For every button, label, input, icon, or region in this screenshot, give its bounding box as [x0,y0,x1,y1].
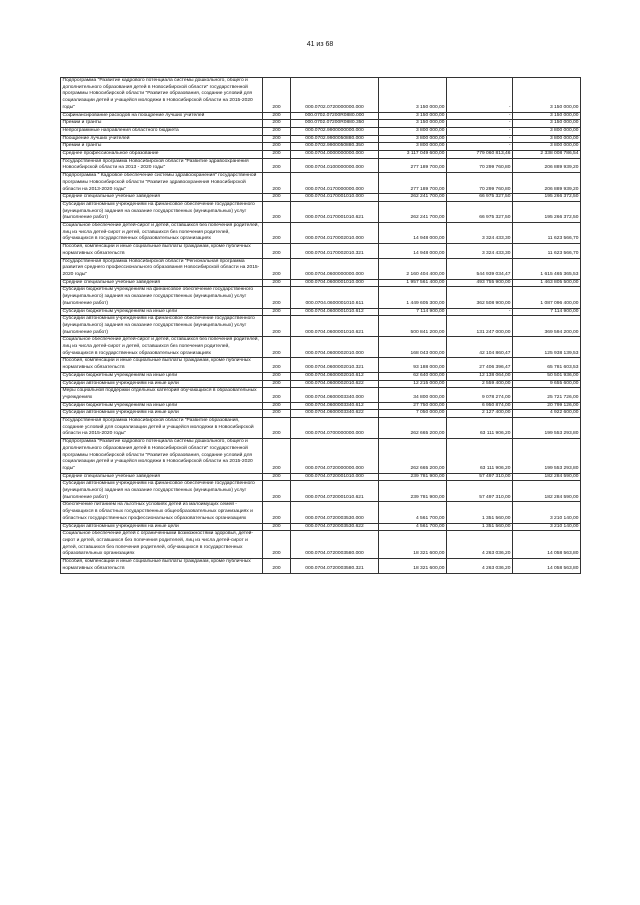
table-row [61,402,581,410]
row-name-cell: Софинансирование расходов на поощрение лучших учителей [61,112,263,120]
row-approved-amount-cell: 239 781 900,00 [379,473,447,481]
row-code-cell: 200 [263,223,291,244]
row-classification-cell: 000.0704.0720003580.000 [291,531,379,559]
row-remaining-amount-cell: 125 938 139,53 [513,337,581,358]
row-code-cell: 200 [263,279,291,287]
table-row [61,372,581,380]
row-code-cell: 200 [263,439,291,474]
row-code-cell: 200 [263,473,291,481]
table-row [61,201,581,222]
row-code-cell: 200 [263,120,291,128]
row-remaining-amount-cell: 50 501 936,00 [513,372,581,380]
row-remaining-amount-cell: 11 623 566,70 [513,223,581,244]
row-classification-cell: 000.0704.0720003580.321 [291,559,379,573]
row-remaining-amount-cell: 206 889 939,20 [513,173,581,194]
table-row [61,337,581,358]
row-code-cell: 200 [263,158,291,172]
row-executed-amount-cell: 27 406 396,47 [447,358,513,372]
row-name-cell: Поощрение лучших учителей [61,135,263,143]
row-executed-amount-cell: - [447,78,513,113]
table-row [61,143,581,151]
row-name-cell: Пособия, компенсации и иные социальные выплаты гражданам, кроме публичных нормативных обязательств [61,358,263,372]
row-approved-amount-cell: 18 321 600,00 [379,531,447,559]
row-classification-cell: 000.0704.0600001010.621 [291,316,379,337]
row-name-cell: Субсидии автономным учреждениям на финансовое обеспечение государственного (муниципального) задания на оказание государственных (муниципальных) услуг (выполнение работ) [61,316,263,337]
row-classification-cell: 000.0704.0600000000.000 [291,258,379,279]
row-approved-amount-cell: 3 800 000,00 [379,135,447,143]
row-executed-amount-cell: 779 060 813,46 [447,151,513,159]
table-row [61,481,581,502]
row-executed-amount-cell: - [447,143,513,151]
row-name-cell: Субсидии автономным учреждениям на иные цели [61,410,263,418]
table-row [61,316,581,337]
row-name-cell: Государственная программа Новосибирской области "Развитие здравоохранения Новосибирской области на 2013 - 2020 годы" [61,158,263,172]
row-approved-amount-cell: 168 043 000,00 [379,337,447,358]
row-name-cell: Государственная программа Новосибирской области "Региональная программа развития среднего профессионального образования Новосибирской области на 2015-2020 годы" [61,258,263,279]
row-remaining-amount-cell: 3 800 000,00 [513,143,581,151]
row-remaining-amount-cell: 65 781 603,53 [513,358,581,372]
row-remaining-amount-cell: 14 058 563,80 [513,531,581,559]
row-code-cell: 200 [263,372,291,380]
table-row [61,127,581,135]
row-name-cell: Субсидии автономным учреждениям на иные цели [61,523,263,531]
row-code-cell: 200 [263,316,291,337]
row-code-cell: 200 [263,418,291,439]
row-code-cell: 200 [263,308,291,316]
row-classification-cell: 000.0704.0600002010.000 [291,337,379,358]
row-remaining-amount-cell: 20 799 126,00 [513,402,581,410]
row-code-cell: 200 [263,244,291,258]
row-executed-amount-cell: - [447,127,513,135]
row-approved-amount-cell: 3 150 000,00 [379,112,447,120]
row-remaining-amount-cell: 3 210 140,00 [513,502,581,523]
row-code-cell: 200 [263,402,291,410]
row-approved-amount-cell: 62 640 000,00 [379,372,447,380]
row-executed-amount-cell: 131 247 000,00 [447,316,513,337]
row-classification-cell: 000.0704.0600002010.321 [291,358,379,372]
row-remaining-amount-cell: 4 922 600,00 [513,410,581,418]
row-approved-amount-cell: 500 841 200,00 [379,316,447,337]
row-classification-cell: 000.0704.0600001010.000 [291,279,379,287]
row-code-cell: 200 [263,201,291,222]
row-name-cell: Субсидии бюджетным учреждениям на иные цели [61,402,263,410]
row-name-cell: Непрограммные направления областного бюджета [61,127,263,135]
row-name-cell: Субсидии бюджетным учреждениям на финансовое обеспечение государственного (муниципального) задания на оказание государственных (муниципальных) услуг (выполнение работ) [61,287,263,308]
row-approved-amount-cell: 4 561 700,00 [379,502,447,523]
row-name-cell: Средние специальные учебные заведения [61,194,263,202]
row-name-cell: Средние специальные учебные заведения [61,473,263,481]
row-executed-amount-cell: 9 078 274,00 [447,388,513,402]
row-classification-cell: 000.0702.0720000000.000 [291,78,379,113]
row-approved-amount-cell: 7 050 000,00 [379,410,447,418]
row-code-cell: 200 [263,388,291,402]
table-row [61,244,581,258]
budget-table-body [61,78,581,574]
row-classification-cell: 000.0704.0170002010.321 [291,244,379,258]
table-row [61,120,581,128]
row-executed-amount-cell: - [447,308,513,316]
row-classification-cell: 000.0704.0100000000.000 [291,158,379,172]
table-row [61,223,581,244]
table-row [61,358,581,372]
row-code-cell: 200 [263,358,291,372]
row-executed-amount-cell: 1 351 560,00 [447,523,513,531]
row-classification-cell: 000.0704.0720001010.000 [291,473,379,481]
row-name-cell: Субсидии автономным учреждениям на финансовое обеспечение государственного (муниципального) задания на оказание государственных (муниципальных) услуг (выполнение работ) [61,481,263,502]
table-row [61,151,581,159]
row-name-cell: Пособия, компенсации и иные социальные выплаты гражданам, кроме публичных нормативных обязательств [61,244,263,258]
row-remaining-amount-cell: 3 150 000,00 [513,112,581,120]
row-executed-amount-cell: 2 127 400,00 [447,410,513,418]
row-approved-amount-cell: 262 241 700,00 [379,194,447,202]
row-executed-amount-cell: 12 138 064,00 [447,372,513,380]
row-classification-cell: 000.0704.0600002010.622 [291,380,379,388]
row-remaining-amount-cell: 11 623 566,70 [513,244,581,258]
row-name-cell: Субсидии бюджетным учреждениям на иные цели [61,372,263,380]
row-classification-cell: 000.0702.9900050880.000 [291,135,379,143]
row-code-cell: 200 [263,380,291,388]
row-approved-amount-cell: 262 665 200,00 [379,418,447,439]
row-name-cell: Социальное обеспечение детей с ограниченными возможностями здоровья, детей-сирот и детей, оставшихся без попечения родителей, лиц из числа детей-сирот и детей, оставшихся без попечения родителей, обучающихся в государственных образовательных организациях [61,531,263,559]
row-code-cell: 200 [263,135,291,143]
row-approved-amount-cell: 27 750 000,00 [379,402,447,410]
row-executed-amount-cell: 4 263 036,20 [447,559,513,573]
row-approved-amount-cell: 1 449 605 300,00 [379,287,447,308]
row-remaining-amount-cell: 195 266 372,50 [513,194,581,202]
row-classification-cell: 000.0704.0720003530.000 [291,502,379,523]
row-name-cell: Социальное обеспечение детей-сирот и детей, оставшихся без попечения родителей, лиц из числа детей-сирот и детей, оставшихся без попечения родителей, обучающихся в государственных образовательных организациях [61,337,263,358]
row-classification-cell: 000.0704.0600003340.000 [291,388,379,402]
row-code-cell: 200 [263,523,291,531]
row-approved-amount-cell: 93 188 000,00 [379,358,447,372]
table-row [61,258,581,279]
row-executed-amount-cell: - [447,112,513,120]
page-number: 41 из 68 [306,41,334,48]
row-code-cell: 200 [263,559,291,573]
row-code-cell: 200 [263,258,291,279]
row-remaining-amount-cell: 3 150 000,00 [513,120,581,128]
row-code-cell: 200 [263,151,291,159]
row-approved-amount-cell: 14 948 000,00 [379,223,447,244]
row-executed-amount-cell: 63 111 906,20 [447,439,513,474]
row-executed-amount-cell: 2 559 400,00 [447,380,513,388]
row-approved-amount-cell: 12 215 000,00 [379,380,447,388]
row-classification-cell: 000.0704.0000000000.000 [291,151,379,159]
table-row [61,473,581,481]
row-remaining-amount-cell: 1 615 465 365,53 [513,258,581,279]
row-approved-amount-cell: 7 114 900,00 [379,308,447,316]
row-classification-cell: 000.0704.0600001010.612 [291,308,379,316]
row-name-cell: Меры социальной поддержки отдельных категорий обучающихся в образовательных учреждениях [61,388,263,402]
row-approved-amount-cell: 3 150 000,00 [379,78,447,113]
row-classification-cell: 000.0702.07200R0880.000 [291,112,379,120]
row-executed-amount-cell: 42 104 860,47 [447,337,513,358]
row-remaining-amount-cell: 3 800 000,00 [513,135,581,143]
table-row [61,523,581,531]
row-code-cell: 200 [263,194,291,202]
row-name-cell: Подпрограмма " Кадровое обеспечение системы здравоохранения" государственной программы Новосибирской области "Развитие здравоохранения Новосибирской области на 2013-2020 годы" [61,173,263,194]
row-classification-cell: 000.0702.9900050880.350 [291,143,379,151]
row-remaining-amount-cell: 2 338 008 786,54 [513,151,581,159]
row-code-cell: 200 [263,112,291,120]
row-code-cell: 200 [263,143,291,151]
row-classification-cell: 000.0704.0700000000.000 [291,418,379,439]
row-classification-cell: 000.0704.0170001010.621 [291,201,379,222]
row-remaining-amount-cell: 25 721 726,00 [513,388,581,402]
row-code-cell: 200 [263,287,291,308]
row-name-cell: Государственная программа Новосибирской области "Развитие образования, создание условий для социализации детей и учащейся молодежи в Новосибирской области на 2015-2020 годы" [61,418,263,439]
row-executed-amount-cell: 544 939 034,47 [447,258,513,279]
row-code-cell: 200 [263,127,291,135]
table-row [61,112,581,120]
row-approved-amount-cell: 3 800 000,00 [379,143,447,151]
row-approved-amount-cell: 3 150 000,00 [379,120,447,128]
row-remaining-amount-cell: 14 058 563,80 [513,559,581,573]
table-row [61,308,581,316]
row-name-cell: Социальное обеспечение детей-сирот и детей, оставшихся без попечения родителей, лиц из числа детей-сирот и детей, оставшихся без попечения родителей, обучающихся в государственных образовательных организациях [61,223,263,244]
row-approved-amount-cell: 277 189 700,00 [379,158,447,172]
row-approved-amount-cell: 262 665 200,00 [379,439,447,474]
row-remaining-amount-cell: 1 087 096 400,00 [513,287,581,308]
row-remaining-amount-cell: 1 463 805 500,00 [513,279,581,287]
row-executed-amount-cell: - [447,120,513,128]
row-code-cell: 200 [263,531,291,559]
row-remaining-amount-cell: 199 553 293,80 [513,418,581,439]
row-classification-cell: 000.0704.0600001010.611 [291,287,379,308]
row-classification-cell: 000.0704.0170001010.000 [291,194,379,202]
row-executed-amount-cell: 3 324 433,30 [447,244,513,258]
row-name-cell: Среднее профессиональное образование [61,151,263,159]
row-name-cell: Подпрограмма "Развитие кадрового потенциала системы дошкольного, общего и дополнительного образования детей в Новосибирской области" государственной программы Новосибирской области "Развитие образования, создание условий для социализации детей и учащейся молодежи в Новосибирской области на 2015-2020 годы" [61,78,263,113]
table-row [61,418,581,439]
row-name-cell: Премии и гранты [61,143,263,151]
row-remaining-amount-cell: 182 284 590,00 [513,481,581,502]
row-approved-amount-cell: 239 781 900,00 [379,481,447,502]
table-row [61,135,581,143]
row-classification-cell: 000.0704.0600002010.612 [291,372,379,380]
row-approved-amount-cell: 3 800 000,00 [379,127,447,135]
row-code-cell: 200 [263,410,291,418]
row-executed-amount-cell: 57 497 310,00 [447,481,513,502]
row-approved-amount-cell: 18 321 600,00 [379,559,447,573]
row-executed-amount-cell: 362 508 900,00 [447,287,513,308]
row-code-cell: 200 [263,481,291,502]
row-classification-cell: 000.0704.0600003340.612 [291,402,379,410]
row-classification-cell: 000.0704.0720000000.000 [291,439,379,474]
row-remaining-amount-cell: 206 889 939,20 [513,158,581,172]
table-row [61,502,581,523]
table-row [61,559,581,573]
table-row [61,531,581,559]
row-executed-amount-cell: 4 263 036,20 [447,531,513,559]
row-executed-amount-cell: 66 975 327,50 [447,201,513,222]
row-executed-amount-cell: 1 351 560,00 [447,502,513,523]
row-executed-amount-cell: 70 299 760,80 [447,173,513,194]
table-row [61,78,581,113]
row-remaining-amount-cell: 199 553 293,80 [513,439,581,474]
row-executed-amount-cell: 66 975 327,50 [447,194,513,202]
row-approved-amount-cell: 14 948 000,00 [379,244,447,258]
table-row [61,287,581,308]
row-approved-amount-cell: 262 241 700,00 [379,201,447,222]
row-approved-amount-cell: 34 800 000,00 [379,388,447,402]
row-executed-amount-cell: 57 497 310,00 [447,473,513,481]
row-executed-amount-cell: 63 111 906,20 [447,418,513,439]
row-classification-cell: 000.0702.07200R0880.350 [291,120,379,128]
row-remaining-amount-cell: 182 284 590,00 [513,473,581,481]
row-approved-amount-cell: 3 117 049 600,00 [379,151,447,159]
row-approved-amount-cell: 1 957 561 400,00 [379,279,447,287]
row-remaining-amount-cell: 7 114 900,00 [513,308,581,316]
table-row [61,158,581,172]
budget-table [60,77,581,574]
row-name-cell: Субсидии бюджетным учреждениям на иные цели [61,308,263,316]
table-row [61,194,581,202]
row-code-cell: 200 [263,78,291,113]
row-remaining-amount-cell: 195 266 372,50 [513,201,581,222]
row-executed-amount-cell: - [447,135,513,143]
row-executed-amount-cell: 70 299 760,80 [447,158,513,172]
row-name-cell: Субсидии автономным учреждениям на финансовое обеспечение государственного (муниципального) задания на оказание государственных (муниципальных) услуг (выполнение работ) [61,201,263,222]
row-approved-amount-cell: 277 189 700,00 [379,173,447,194]
row-executed-amount-cell: 493 755 900,00 [447,279,513,287]
row-name-cell: Подпрограмма "Развитие кадрового потенциала системы дошкольного, общего и дополнительного образования детей в Новосибирской области" государственной программы Новосибирской области "Развитие образования, создание условий для социализации детей и учащейся молодежи в Новосибирской области на 2015-2020 годы" [61,439,263,474]
table-row [61,173,581,194]
row-executed-amount-cell: 3 324 433,30 [447,223,513,244]
row-approved-amount-cell: 4 561 700,00 [379,523,447,531]
row-classification-cell: 000.0704.0170002010.000 [291,223,379,244]
row-classification-cell: 000.0704.0600003340.622 [291,410,379,418]
row-name-cell: Обеспечение питанием на льготных условиях детей из малоимущих семей - обучающихся в областных государственных общеобразовательных организациях и областных государственных профессиональных образовательных организациях [61,502,263,523]
table-row [61,279,581,287]
row-classification-cell: 000.0704.0170000000.000 [291,173,379,194]
table-row [61,410,581,418]
row-code-cell: 200 [263,173,291,194]
row-name-cell: Премии и гранты [61,120,263,128]
row-remaining-amount-cell: 9 655 600,00 [513,380,581,388]
table-row [61,439,581,474]
table-row [61,380,581,388]
table-row [61,388,581,402]
row-classification-cell: 000.0702.9900000000.000 [291,127,379,135]
row-name-cell: Средние специальные учебные заведения [61,279,263,287]
row-remaining-amount-cell: 3 800 000,00 [513,127,581,135]
row-name-cell: Субсидии автономным учреждениям на иные цели [61,380,263,388]
row-remaining-amount-cell: 3 210 140,00 [513,523,581,531]
row-classification-cell: 000.0704.0720001010.621 [291,481,379,502]
row-remaining-amount-cell: 369 594 200,00 [513,316,581,337]
row-name-cell: Пособия, компенсации и иные социальные выплаты гражданам, кроме публичных нормативных обязательств [61,559,263,573]
row-remaining-amount-cell: 3 150 000,00 [513,78,581,113]
row-code-cell: 200 [263,337,291,358]
row-approved-amount-cell: 2 160 404 400,00 [379,258,447,279]
row-code-cell: 200 [263,502,291,523]
row-executed-amount-cell: 6 950 874,00 [447,402,513,410]
row-classification-cell: 000.0704.0720003530.622 [291,523,379,531]
